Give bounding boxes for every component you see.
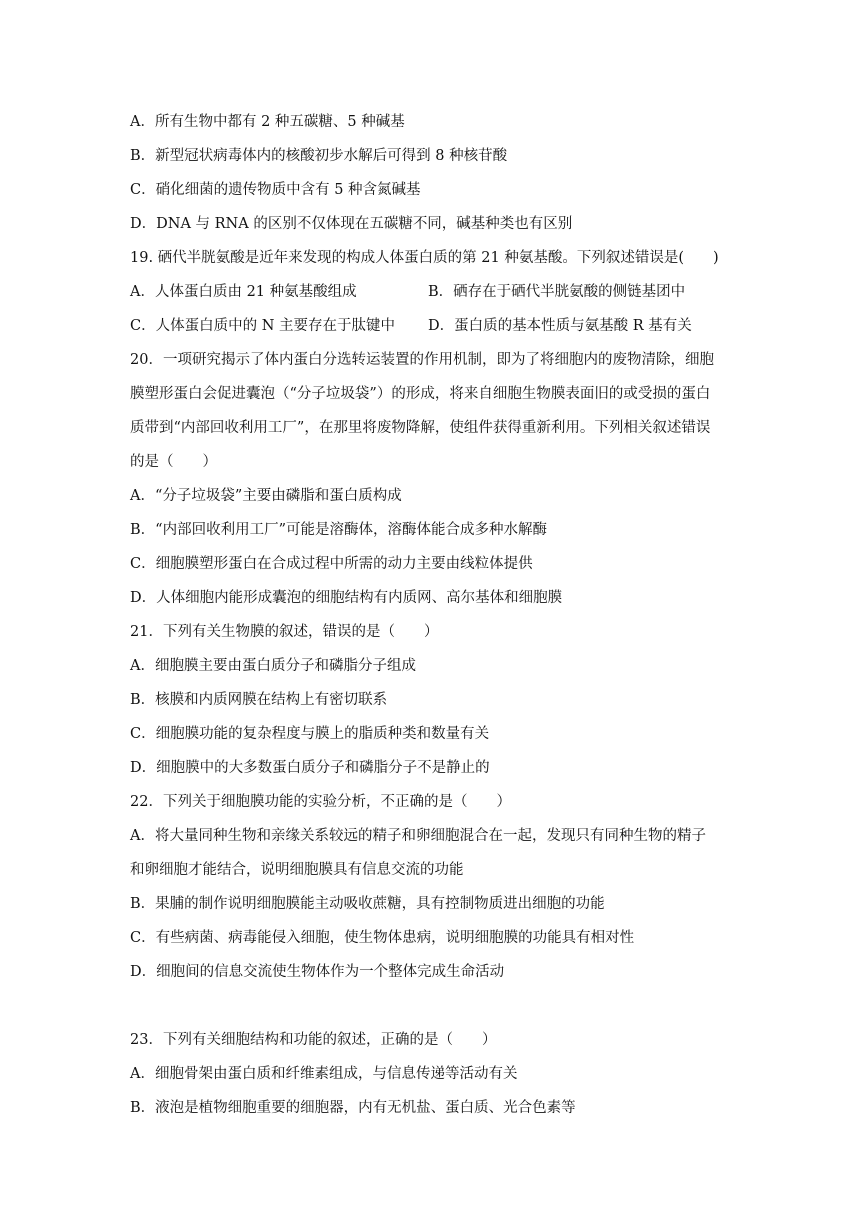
q20-option-a: A．“分子垃圾袋”主要由磷脂和蛋白质构成	[130, 488, 402, 504]
q19-stem: 19. 硒代半胱氨酸是近年来发现的构成人体蛋白质的第 21 种氨基酸。下列叙述错误是( )	[130, 250, 719, 266]
q19-option-b: B．硒存在于硒代半胱氨酸的侧链基团中	[428, 284, 686, 300]
q20-stem-line: 的是（ ）	[130, 454, 217, 470]
q22-option-d: D．细胞间的信息交流使生物体作为一个整体完成生命活动	[130, 964, 505, 980]
q23-option-b: B．液泡是植物细胞重要的细胞器，内有无机盐、蛋白质、光合色素等	[130, 1100, 576, 1116]
q21-option-c: C．细胞膜功能的复杂程度与膜上的脂质种类和数量有关	[130, 726, 490, 742]
q20-option-c: C．细胞膜塑形蛋白在合成过程中所需的动力主要由线粒体提供	[130, 556, 533, 572]
q19-option-a: A．人体蛋白质由 21 种氨基酸组成	[130, 284, 357, 300]
q22-option-b: B．果脯的制作说明细胞膜能主动吸收蔗糖，具有控制物质进出细胞的功能	[130, 896, 605, 912]
q23-option-a: A．细胞骨架由蛋白质和纤维素组成，与信息传递等活动有关	[130, 1066, 518, 1082]
q22-option-a-line: A．将大量同种生物和亲缘关系较远的精子和卵细胞混合在一起，发现只有同种生物的精子	[130, 828, 706, 844]
q19-option-d: D．蛋白质的基本性质与氨基酸 R 基有关	[428, 318, 692, 334]
q20-stem-line: 膜塑形蛋白会促进囊泡（“分子垃圾袋”）的形成，将来自细胞生物膜表面旧的或受损的蛋白	[130, 386, 711, 402]
q23-stem: 23．下列有关细胞结构和功能的叙述，正确的是（ ）	[130, 1032, 497, 1048]
q21-option-b: B．核膜和内质网膜在结构上有密切联系	[130, 692, 388, 708]
q20-option-b: B．“内部回收利用工厂”可能是溶酶体，溶酶体能合成多种水解酶	[130, 522, 547, 538]
q22-option-c: C．有些病菌、病毒能侵入细胞，使生物体患病，说明细胞膜的功能具有相对性	[130, 930, 635, 946]
q21-option-d: D．细胞膜中的大多数蛋白质分子和磷脂分子不是静止的	[130, 760, 490, 776]
q20-stem-line: 质带到“内部回收利用工厂”，在那里将废物降解，使组件获得重新利用。下列相关叙述错误	[130, 420, 711, 436]
q18-option-a: A．所有生物中都有 2 种五碳糖、5 种碱基	[130, 114, 405, 130]
q22-option-a-line: 和卵细胞才能结合，说明细胞膜具有信息交流的功能	[130, 862, 464, 878]
q22-stem: 22．下列关于细胞膜功能的实验分析，不正确的是（ ）	[130, 794, 511, 810]
q20-stem-line: 20．一项研究揭示了体内蛋白分选转运装置的作用机制，即为了将细胞内的废物清除，细胞	[130, 352, 714, 368]
q20-option-d: D．人体细胞内能形成囊泡的细胞结构有内质网、高尔基体和细胞膜	[130, 590, 563, 606]
q18-option-d: D．DNA 与 RNA 的区别不仅体现在五碳糖不同，碱基种类也有区别	[130, 216, 573, 232]
q21-stem: 21．下列有关生物膜的叙述，错误的是（ ）	[130, 624, 439, 640]
q21-option-a: A．细胞膜主要由蛋白质分子和磷脂分子组成	[130, 658, 416, 674]
q18-option-b: B．新型冠状病毒体内的核酸初步水解后可得到 8 种核苷酸	[130, 148, 508, 164]
q18-option-c: C．硝化细菌的遗传物质中含有 5 种含氮碱基	[130, 182, 421, 198]
q19-option-c: C．人体蛋白质中的 N 主要存在于肽键中	[130, 318, 395, 334]
